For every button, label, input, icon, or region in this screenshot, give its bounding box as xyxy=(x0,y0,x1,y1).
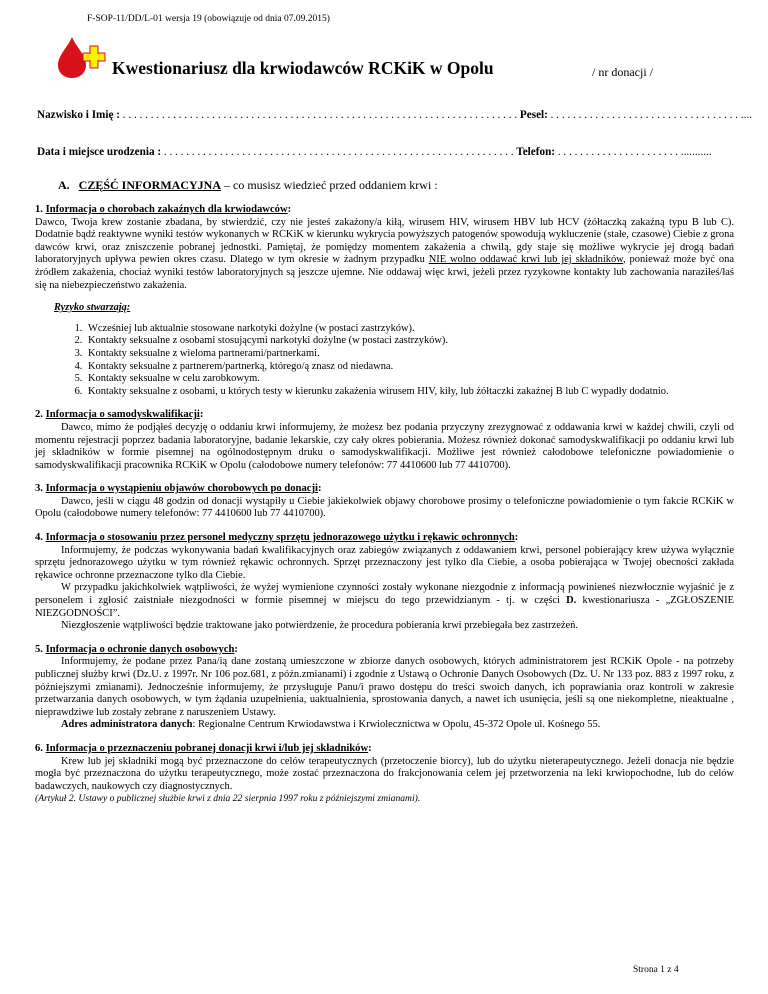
list-item: 3. Kontakty seksualne z wieloma partnerami/partnerkami. xyxy=(85,348,734,361)
phone-field[interactable]: . . . . . . . . . . . . . . . . . . . . . . ........... xyxy=(557,146,712,158)
birth-phone-line xyxy=(37,146,712,158)
data-administrator-address: Adres administratora danych: Regionalne Centrum Krwiodawstwa i Krwiolecznictwa w Opolu, 45-372 Opole ul. Kośnego 55. xyxy=(61,719,601,731)
section-a-title: CZĘŚĆ INFORMACYJNA xyxy=(78,178,222,192)
list-item: 5. Kontakty seksualne w celu zarobkowym. xyxy=(85,373,734,386)
risk-list xyxy=(35,323,734,399)
section-6-heading: 6. Informacja o przeznaczeniu pobranej donacji krwi i/lub jej składników: xyxy=(35,742,372,754)
name-pesel-line xyxy=(37,109,752,121)
section-a-heading xyxy=(58,178,438,193)
section-1-text: Dawco, Twoja krew zostanie zbadana, by stwierdzić, czy nie jesteś zakażony/a kiłą, wirusem HIV, wirusem HBV lub HCV (żółtaczką zakaźną typu B lub C). Dodatnie bądź reaktywne wyniki testów wykonanych w RCKiK w kierunku wykrycia powyższych patogenów spowodują wykluczenie (stałe, czasowe) Ciebie z grona dawców krwi, oraz zniszczenie pobranej jednostki. Pamiętaj, że pomiędzy momentem zakażenia a chwilą, gdy staje się możliwe wykrycie jej drogą badań laboratoryjnych upływa pewien okres czasu. Dlatego w tym okresie w żadnym przypadku NIE wolno oddawać krwi lub jej składników, ponieważ może być ona źródłem zakażenia, chociaż wyniki testów laboratoryjnych są jeszcze ujemne. Nie oddawaj więc krwi, jeżeli przez ryzykowne kontakty lub zachowania naraziłeś/łaś się na niebezpieczeństwo zakażenia. xyxy=(35,216,734,291)
section-4-text-1: Informujemy, że podczas wykonywania badań kwalifikacyjnych oraz zabiegów związanych z oddawaniem krwi, personel pobierający krew używa wyłącznie sprzętu jednorazowego użytku w tym również rękawic ochronnych. Sprzęt przeznaczony jest tylko dla Ciebie, a osoba pobierająca w Twojej obecności zakłada rękawice ochronne przeznaczone tylko dla Ciebie. xyxy=(35,544,734,581)
section-5-text: Informujemy, że podane przez Pana/ią dane zostaną umieszczone w zbiorze danych osobowych, których administratorem jest RCKiK Opole - na potrzeby publicznej służby krwi (Dz.U. z 1997r. Nr 106 poz.681, z późn.zmianami) i zgodnie z Ustawą o Ochronie Danych Osobowych (Dz. U. Nr 133 poz. 883 z 1997 roku, z późniejszymi zmianami). Jednocześnie informujemy, że przysługuje Panu/i prawo dostępu do treści swoich danych, ich poprawiania oraz kontroli w zakresie przetwarzania danych osobowych, w tym żądania uzupełnienia, uaktualnienia, sprostowania danych, a nawet ich usunięcia, jeśli są one niekompletne, nieaktualne , nieprawdziwe lub zostały zebrane z naruszeniem Ustawy. xyxy=(35,656,734,718)
list-item: 2. Kontakty seksualne z osobami stosującymi narkotyki dożylne (w postaci zastrzyków). xyxy=(85,335,734,348)
pesel-label: Pesel: xyxy=(519,109,548,121)
list-item: 4. Kontakty seksualne z partnerem/partnerką, którego/ą znasz od niedawna. xyxy=(85,361,734,374)
phone-label: Telefon: xyxy=(516,146,556,158)
name-field[interactable]: . . . . . . . . . . . . . . . . . . . . . . . . . . . . . . . . . . . . . . . . . . . . . . . . . . . . . . . . . . . . . . . . . . . . . . . xyxy=(122,109,518,121)
donation-number-label: / nr donacji / xyxy=(592,65,653,79)
list-item: 6. Kontakty seksualne z osobami, u których testy w kierunku zakażenia wirusem HIV, kiły, lub żółtaczki zakaźnej B lub C wypadły dodatnio. xyxy=(85,386,734,399)
law-citation: (Artykuł 2. Ustawy o publicznej służbie krwi z dnia 22 sierpnia 1997 roku z późniejszymi zmianami). xyxy=(35,793,421,805)
page-number: Strona 1 z 4 xyxy=(633,965,679,975)
section-a-subtitle: – co musisz wiedzieć przed oddaniem krwi : xyxy=(224,178,438,192)
name-label: Nazwisko i Imię : xyxy=(37,109,120,121)
section-1-heading: 1. Informacja o chorobach zakaźnych dla krwiodawców: xyxy=(35,204,292,215)
section-5-heading: 5. Informacja o ochronie danych osobowych: xyxy=(35,643,238,655)
section-2-text: Dawco, mimo że podjąłeś decyzję o oddaniu krwi informujemy, że możesz bez podania przyczyny zrezygnować z oddawania krwi w każdej chwili, czyli od momentu rejestracji poprzez badania laboratoryjne, badanie lekarskie, czy cały okres pobierania. Możesz również dokonać samodyskwalifikacji po oddaniu krwi lub jej składników w formie pisemnej na ogólnodostępnym druku o samodyskwalifikacji. Możliwe jest również całodobowe telefoniczne powiadomienie o samodyskwalifikacji pracownika RCKiK w Opolu (całodobowe numery telefonów: 77 4410600 lub 77 4410700). xyxy=(35,421,734,471)
document-body xyxy=(35,204,734,806)
pesel-field[interactable]: . . . . . . . . . . . . . . . . . . . . . . . . . . . . . . . . . . .... xyxy=(550,109,753,121)
section-6-text: Krew lub jej składniki mogą być przeznaczone do celów terapeutycznych (przetoczenie biorcy), lub do użytku nieterapeutycznego. Jeżeli donacja nie będzie mogła być przeznaczona do użytku terapeutycznego, może zostać przeznaczona do frakcjonowania celem jej przetworzenia na leki krwiopochodne, lub do celów badawczych, naukowych czy diagnostycznych. xyxy=(35,755,734,792)
section-4-text-2: W przypadku jakichkolwiek wątpliwości, że wyżej wymienione czynności zostały wykonane niezgodnie z informacją powinieneś niezwłocznie wyjaśnić je z personelem i zgłosić zaistniałe niezgodności w formie pisemnej w miejscu do tego przewidzianym - tj. w części D. kwestionariusza - „ZGŁOSZENIE NIEZGODNOŚCI”. xyxy=(35,582,734,619)
no-donation-warning: NIE wolno oddawać krwi lub jej składników xyxy=(428,254,624,266)
section-4-text-3: Niezgłoszenie wątpliwości będzie traktowane jako potwierdzenie, że procedura pobierania krwi przebiegała bez zastrzeżeń. xyxy=(61,620,578,632)
document-code: F-SOP-11/DD/L-01 wersja 19 (obowiązuje od dnia 07.09.2015) xyxy=(87,14,330,24)
birth-label: Data i miejsce urodzenia : xyxy=(37,146,162,158)
section-4-heading: 4. Informacja o stosowaniu przez personel medyczny sprzętu jednorazowego użytku i rękawic ochronnych: xyxy=(35,532,519,544)
risk-heading: Ryzyko stwarzają: xyxy=(54,302,131,314)
list-item: 1. Wcześniej lub aktualnie stosowane narkotyki dożylne (w postaci zastrzyków). xyxy=(85,323,734,336)
section-2-heading: 2. Informacja o samodyskwalifikacji: xyxy=(35,409,204,421)
section-3-text: Dawco, jeśli w ciągu 48 godzin od donacji wystąpiły u Ciebie jakiekolwiek objawy chorobowe prosimy o telefoniczne powiadomienie o tym fakcie RCKiK w Opolu (całodobowe numery telefonów: 77 4410600 lub 77 4410700). xyxy=(35,495,734,520)
section-a-letter: A. xyxy=(58,178,70,192)
birth-field[interactable]: . . . . . . . . . . . . . . . . . . . . . . . . . . . . . . . . . . . . . . . . . . . . . . . . . . . . . . . . . . . . . . . xyxy=(163,146,514,158)
document-title: Kwestionariusz dla krwiodawców RCKiK w Opolu xyxy=(112,58,494,78)
section-3-heading: 3. Informacja o wystąpieniu objawów chorobowych po donacji: xyxy=(35,483,322,495)
blood-drop-logo-icon xyxy=(56,35,108,79)
